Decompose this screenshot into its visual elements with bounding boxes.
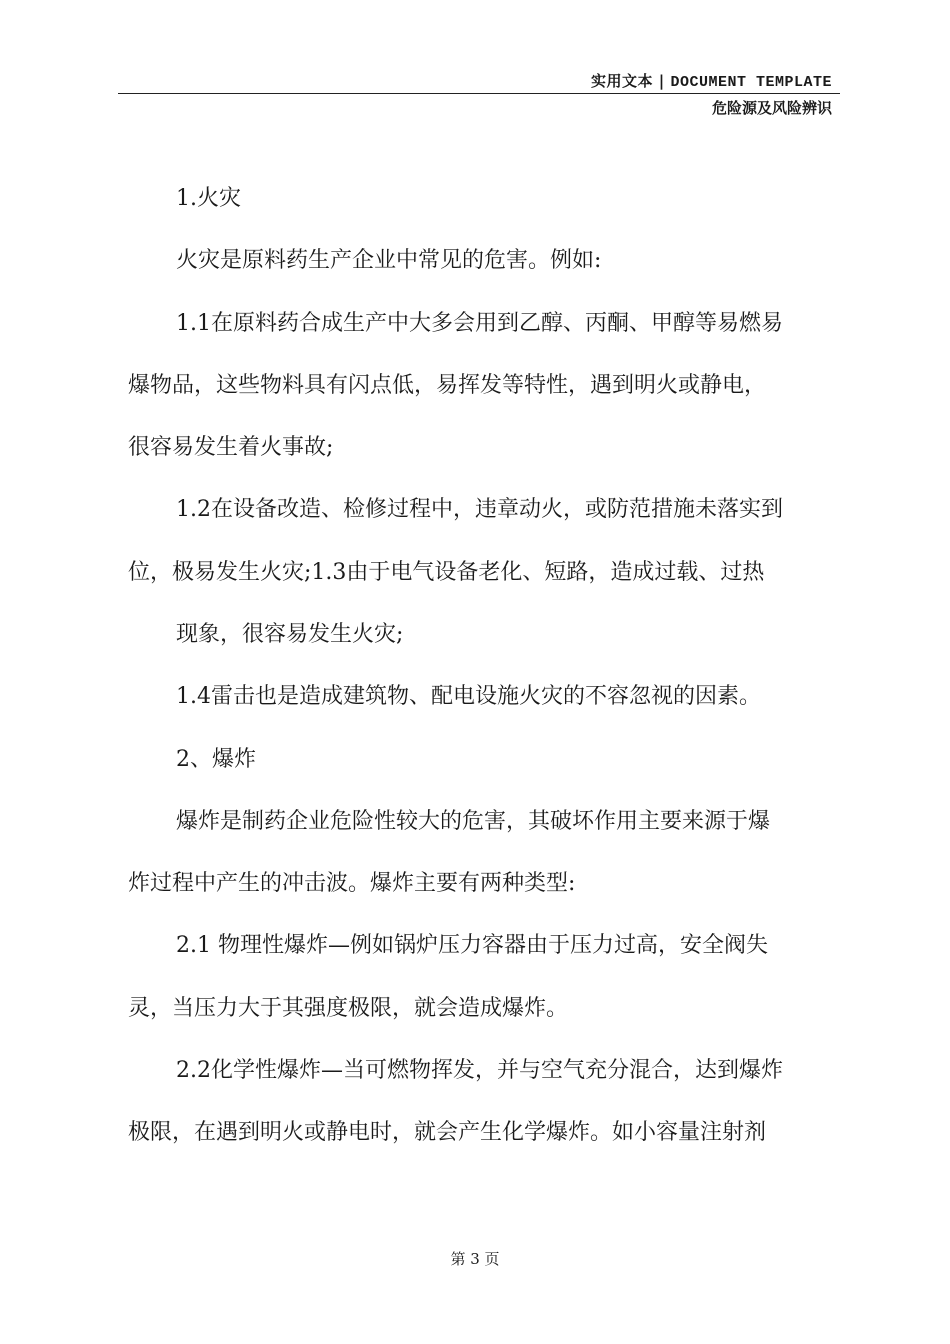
paragraph-line: 炸过程中产生的冲击波。爆炸主要有两种类型: [128, 871, 576, 896]
paragraph-line: 现象，很容易发生火灾; [176, 622, 404, 647]
paragraph-line: 1.2在设备改造、检修过程中，违章动火，或防范措施未落实到 [176, 497, 783, 522]
paragraph-line: 2.1 物理性爆炸—例如锅炉压力容器由于压力过高，安全阀失 [176, 933, 768, 958]
paragraph-line: 很容易发生着火事故; [128, 435, 334, 460]
paragraph-line: 1.1在原料药合成生产中大多会用到乙醇、丙酮、甲醇等易燃易 [176, 311, 783, 336]
header-subtitle: 危险源及风险辨识 [711, 99, 832, 117]
page-number: 第 3 页 [450, 1250, 500, 1268]
paragraph-line: 火灾是原料药生产企业中常见的危害。例如: [176, 248, 602, 273]
paragraph-line: 2.2化学性爆炸—当可燃物挥发，并与空气充分混合，达到爆炸 [176, 1058, 783, 1083]
header-title [591, 70, 832, 91]
header-separator: | [658, 72, 665, 90]
paragraph-line: 位，极易发生火灾;1.3由于电气设备老化、短路，造成过载、过热 [128, 560, 765, 585]
paragraph-line: 1.4雷击也是造成建筑物、配电设施火灾的不容忽视的因素。 [176, 684, 761, 709]
header-title-en: DOCUMENT TEMPLATE [670, 74, 832, 91]
heading-explosion: 2、爆炸 [176, 747, 256, 772]
paragraph-line: 灵，当压力大于其强度极限，就会造成爆炸。 [128, 996, 569, 1021]
heading-fire: 1.火灾 [176, 186, 241, 211]
header-divider [118, 93, 840, 94]
header-title-cn: 实用文本 [591, 72, 654, 90]
paragraph-line: 爆炸是制药企业危险性较大的危害，其破坏作用主要来源于爆 [176, 809, 771, 834]
paragraph-line: 爆物品，这些物料具有闪点低，易挥发等特性，遇到明火或静电， [128, 373, 767, 398]
paragraph-line: 极限，在遇到明火或静电时，就会产生化学爆炸。如小容量注射剂 [128, 1120, 767, 1145]
